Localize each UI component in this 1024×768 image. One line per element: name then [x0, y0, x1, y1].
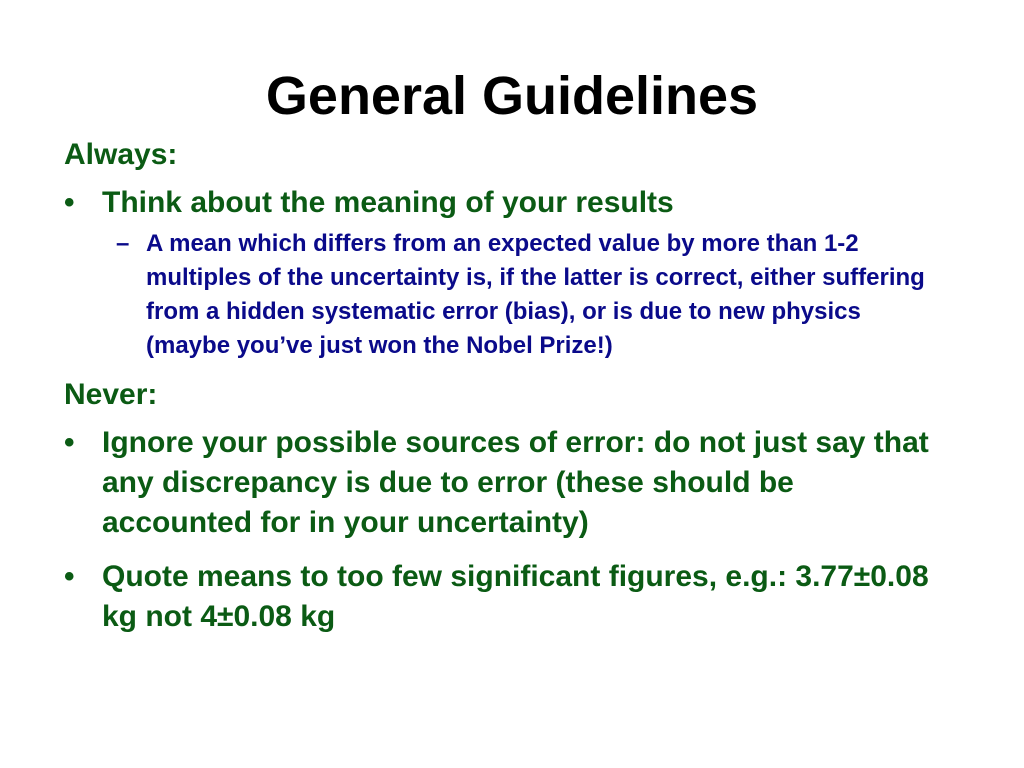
bullet-text: Think about the meaning of your results — [102, 186, 674, 219]
bullet-item — [64, 183, 942, 223]
spacer — [64, 547, 964, 557]
bullet-marker: • — [64, 426, 75, 459]
bullet-text: Ignore your possible sources of error: do not just say that any discrepancy is due to error (these should be accounted for in your uncertainty) — [102, 426, 929, 539]
sub-bullet-item — [64, 227, 946, 363]
sub-bullet-text: A mean which differs from an expected value by more than 1-2 multiples of the uncertainty is, if the latter is correct, either suffering from a hidden systematic error (bias), or is due to new physics (maybe you’ve just won the Nobel Prize!) — [146, 230, 925, 359]
bullet-text: Quote means to too few significant figures, e.g.: 3.77±0.08 kg not 4±0.08 kg — [102, 560, 929, 633]
bullet-marker: • — [64, 560, 75, 593]
slide-title: General Guidelines — [265, 66, 759, 126]
sub-bullet-marker: – — [116, 230, 130, 257]
always-heading: Always: — [64, 138, 178, 171]
bullet-marker: • — [64, 186, 75, 219]
slide-content — [64, 135, 964, 641]
bullet-item — [64, 557, 942, 637]
bullet-item — [64, 423, 942, 543]
never-heading: Never: — [64, 378, 158, 411]
